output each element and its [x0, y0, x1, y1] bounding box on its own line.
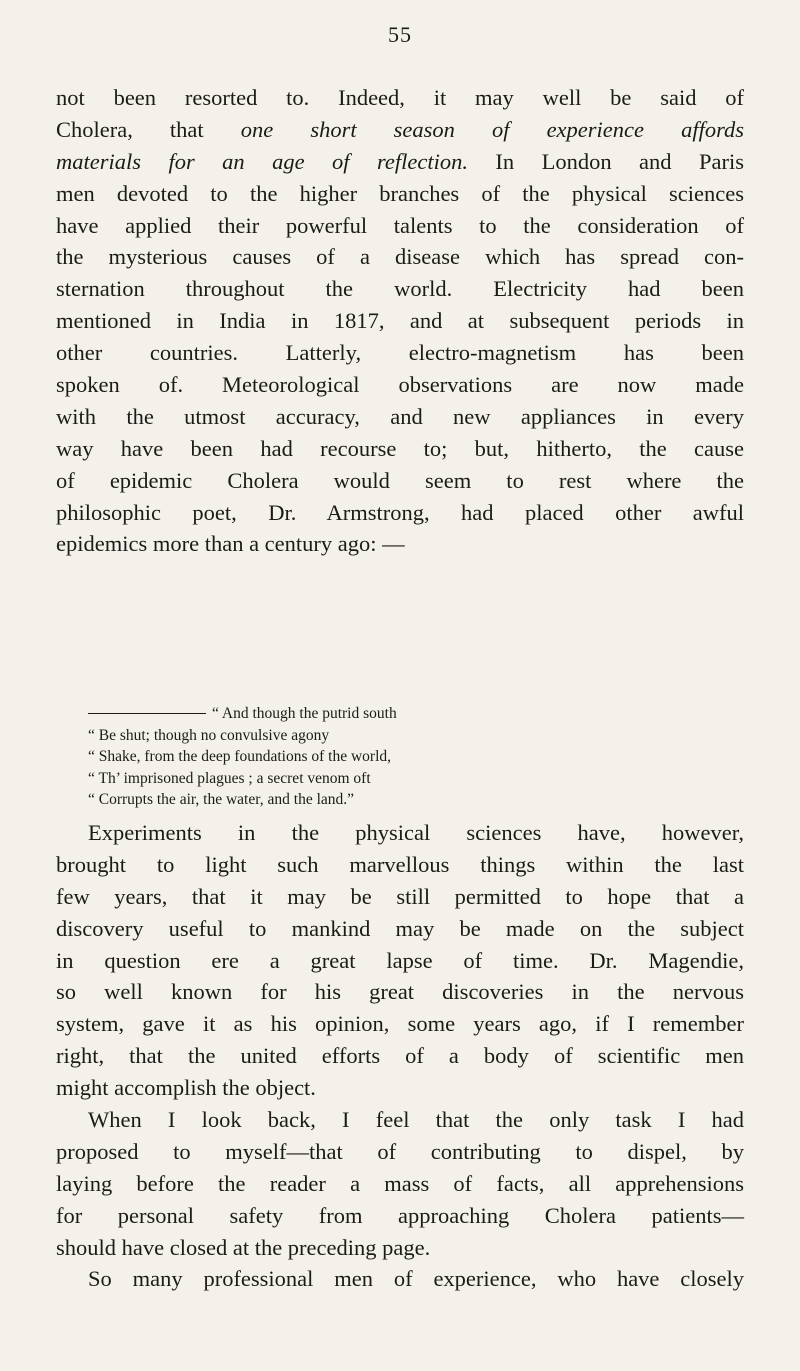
verse-line [88, 703, 648, 725]
verse-line: “ Corrupts the air, the water, and the land.” [88, 791, 355, 809]
verse-line: “ Th’ imprisoned plagues ; a secret venom oft [88, 769, 371, 787]
text-line [56, 114, 744, 146]
text-line: in question ere a great lapse of time. Dr. Magendie, [56, 947, 744, 973]
text-line: discovery useful to mankind may be made on the subject [56, 915, 744, 941]
text-line: might accomplish the object. [56, 1075, 316, 1101]
em-rule [88, 713, 206, 714]
text-line: Experiments in the physical sciences have, however, [88, 820, 744, 845]
text-line: have applied their powerful talents to the consideration of [56, 212, 744, 238]
text-line: way have been had recourse to; but, hitherto, the cause [56, 435, 744, 461]
text-line: not been resorted to. Indeed, it may well be said of [56, 85, 744, 110]
text-line: few years, that it may be still permitted to hope that a [56, 883, 744, 909]
text-line: brought to light such marvellous things within the last [56, 851, 744, 877]
text-line: laying before the reader a mass of facts, all apprehensions [56, 1170, 744, 1196]
text-line: sternation throughout the world. Electricity had been [56, 276, 744, 302]
text-line: philosophic poet, Dr. Armstrong, had placed other awful [56, 499, 744, 525]
paragraph-2 [56, 817, 744, 1295]
text-line [56, 146, 744, 178]
text-line: men devoted to the higher branches of the physical sciences [56, 180, 744, 206]
text-line: So many professional men of experience, who have closely [88, 1266, 744, 1292]
italic-phrase: one short season of experience affords [240, 116, 744, 142]
text-line: right, that the united efforts of a body of scientific men [56, 1043, 744, 1069]
text-line: When I look back, I feel that the only task I had [88, 1107, 744, 1133]
verse-line: “ Be shut; though no convulsive agony [88, 726, 330, 744]
text-line: the mysterious causes of a disease which has spread con- [56, 244, 744, 270]
text-span: Cholera, that [56, 116, 241, 142]
verse-line: “ Shake, from the deep foundations of the world, [88, 748, 392, 766]
text-line: so well known for his great discoveries in the nervous [56, 979, 744, 1005]
text-line: mentioned in India in 1817, and at subsequent periods in [56, 308, 744, 334]
page-number: 55 [388, 22, 412, 47]
text-line: of epidemic Cholera would seem to rest where the [56, 467, 744, 493]
text-line: system, gave it as his opinion, some years ago, if I remember [56, 1011, 744, 1037]
paragraph-1 [56, 82, 744, 560]
text-line: spoken of. Meteorological observations are now made [56, 372, 744, 398]
italic-phrase: materials for an age of reflection. [56, 148, 468, 174]
text-line: should have closed at the preceding page. [56, 1234, 431, 1260]
text-line: proposed to myself—that of contributing to dispel, by [56, 1138, 744, 1164]
verse-text: “ And though the putrid south [212, 705, 397, 722]
text-line: with the utmost accuracy, and new appliances in every [56, 403, 744, 429]
text-line: epidemics more than a century ago: — [56, 531, 405, 557]
text-span: In London and Paris [467, 148, 744, 174]
verse-quotation [88, 703, 648, 811]
text-line: for personal safety from approaching Cholera patients— [56, 1202, 744, 1228]
text-line: other countries. Latterly, electro-magnetism has been [56, 340, 744, 366]
